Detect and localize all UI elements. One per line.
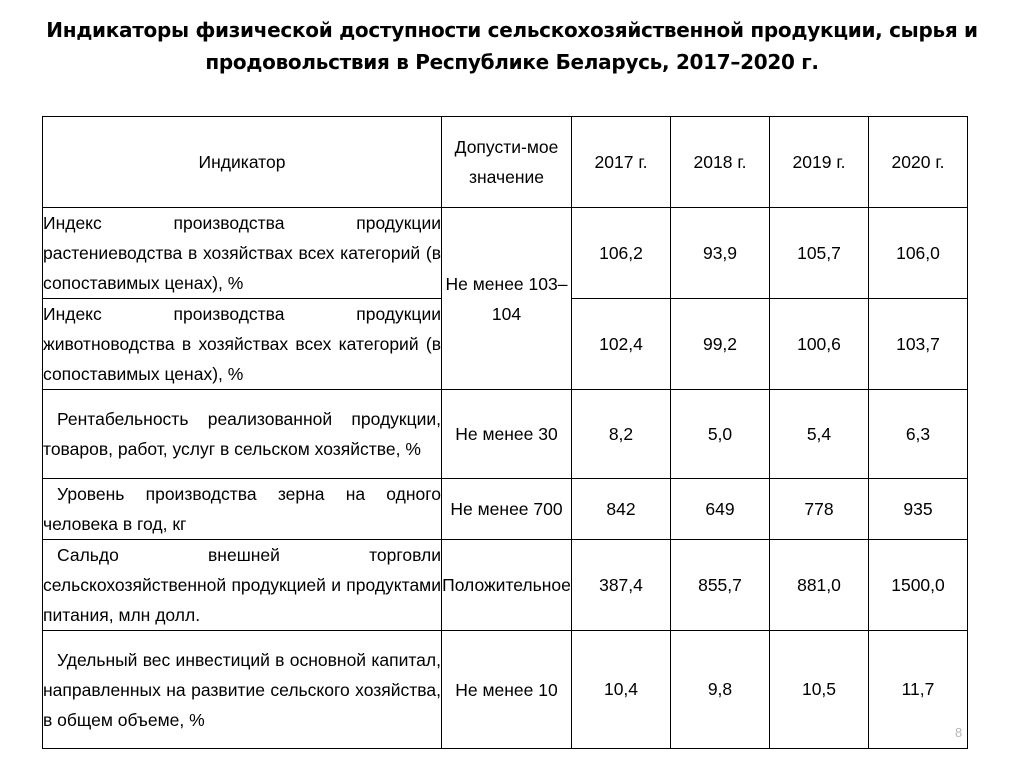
table-row — [43, 208, 968, 299]
value-cell-2019: 881,0 — [770, 540, 869, 631]
value-cell-2017: 10,4 — [572, 631, 671, 749]
value-cell-2019: 100,6 — [770, 299, 869, 390]
slide-title: Индикаторы физической доступности сельскохозяйственной продукции, сырья и продовольствия в Республике Беларусь, 2017–2020 г. — [46, 18, 978, 74]
value-cell-2019: 10,5 — [770, 631, 869, 749]
value-cell-2020: 103,7 — [869, 299, 968, 390]
indicator-cell: Рентабельность реализованной продукции, товаров, работ, услуг в сельском хозяйстве, % — [43, 390, 442, 479]
indicator-cell: Удельный вес инвестиций в основной капитал, направленных на развитие сельского хозяйства, в общем объеме, % — [43, 631, 442, 749]
allowed-value-cell: Не менее 10 — [442, 631, 572, 749]
header-year-2018: 2018 г. — [671, 117, 770, 208]
value-cell-2020: 6,3 — [869, 390, 968, 479]
value-cell-2019: 778 — [770, 479, 869, 540]
value-cell-2019: 5,4 — [770, 390, 869, 479]
value-cell-2020: 11,7 — [869, 631, 968, 749]
value-cell-2018: 9,8 — [671, 631, 770, 749]
value-cell-2019: 105,7 — [770, 208, 869, 299]
value-cell-2020: 106,0 — [869, 208, 968, 299]
value-cell-2018: 5,0 — [671, 390, 770, 479]
value-cell-2018: 649 — [671, 479, 770, 540]
table-row — [43, 631, 968, 749]
indicator-cell: Индекс производства продукции растениеводства в хозяйствах всех категорий (в сопоставимых ценах), % — [43, 208, 442, 299]
indicator-cell: Уровень производства зерна на одного человека в год, кг — [43, 479, 442, 540]
allowed-value-cell: Не менее 30 — [442, 390, 572, 479]
table-row — [43, 540, 968, 631]
value-cell-2020: 1500,0 — [869, 540, 968, 631]
header-year-2020: 2020 г. — [869, 117, 968, 208]
value-cell-2018: 99,2 — [671, 299, 770, 390]
indicator-cell: Индекс производства продукции животноводства в хозяйствах всех категорий (в сопоставимых ценах), % — [43, 299, 442, 390]
table-row — [43, 390, 968, 479]
value-cell-2020: 935 — [869, 479, 968, 540]
table-row — [43, 479, 968, 540]
allowed-value-cell: Положительное — [442, 540, 572, 631]
indicators-table — [42, 116, 968, 749]
allowed-value-cell: Не менее 700 — [442, 479, 572, 540]
allowed-value-cell: Не менее 103–104 — [442, 208, 572, 390]
table-header-row — [43, 117, 968, 208]
value-cell-2018: 93,9 — [671, 208, 770, 299]
value-cell-2017: 387,4 — [572, 540, 671, 631]
value-cell-2018: 855,7 — [671, 540, 770, 631]
value-cell-2017: 102,4 — [572, 299, 671, 390]
page-number: 8 — [955, 725, 963, 740]
header-indicator: Индикатор — [43, 117, 442, 208]
header-year-2017: 2017 г. — [572, 117, 671, 208]
value-cell-2017: 106,2 — [572, 208, 671, 299]
header-allowed-value: Допусти-мое значение — [442, 117, 572, 208]
header-year-2019: 2019 г. — [770, 117, 869, 208]
value-cell-2017: 8,2 — [572, 390, 671, 479]
indicator-cell: Сальдо внешней торговли сельскохозяйственной продукцией и продуктами питания, млн долл. — [43, 540, 442, 631]
value-cell-2017: 842 — [572, 479, 671, 540]
